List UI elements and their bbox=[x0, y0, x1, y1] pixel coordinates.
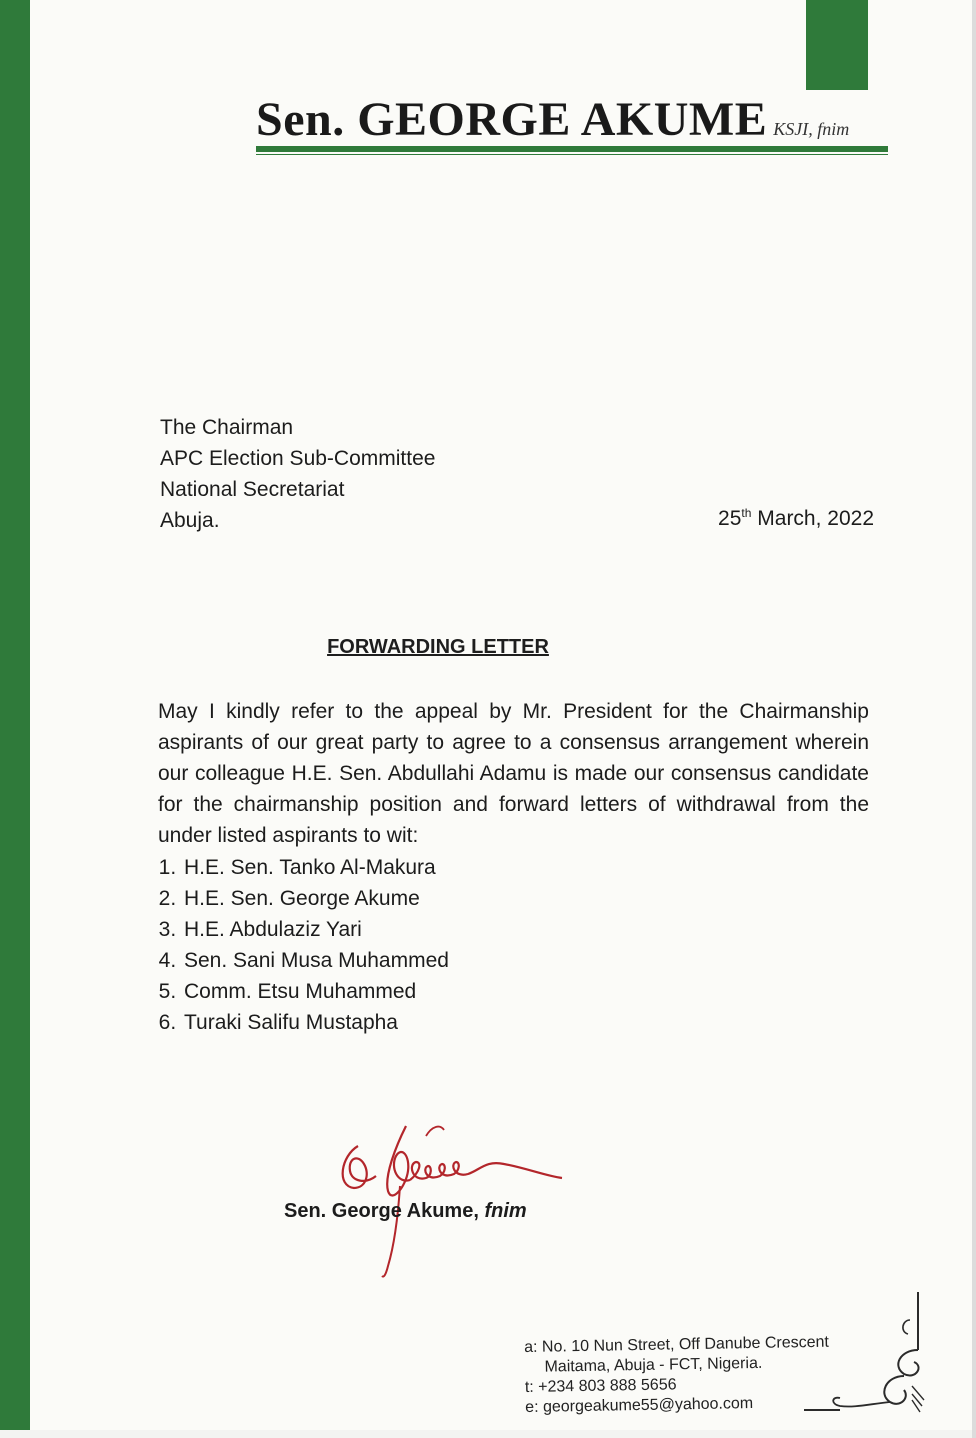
addressee-line: APC Election Sub-Committee bbox=[160, 447, 436, 470]
letterhead bbox=[256, 92, 888, 147]
aspirants-list bbox=[130, 852, 449, 1038]
signatory-title: fnim bbox=[484, 1200, 527, 1222]
footer-address-line1: a: No. 10 Nun Street, Off Danube Crescent bbox=[524, 1333, 830, 1356]
letter-date bbox=[718, 506, 874, 531]
letterhead-rule-thin bbox=[256, 154, 888, 155]
left-green-bar bbox=[0, 0, 30, 1430]
page-edge bbox=[972, 0, 976, 1438]
list-item: 1. H.E. Sen. Tanko Al-Makura bbox=[182, 852, 449, 883]
signatory bbox=[284, 1200, 527, 1223]
list-item: 6. Turaki Salifu Mustapha bbox=[182, 1007, 449, 1038]
list-item: 4. Sen. Sani Musa Muhammed bbox=[182, 945, 449, 976]
list-item: 2. H.E. Sen. George Akume bbox=[182, 883, 449, 914]
letterhead-honors: KSJI, fnim bbox=[773, 119, 850, 139]
date-suffix: th bbox=[741, 506, 752, 520]
addressee-block bbox=[160, 412, 435, 536]
list-item: 5. Comm. Etsu Muhammed bbox=[182, 976, 449, 1007]
addressee-line: Abuja. bbox=[160, 509, 220, 532]
top-green-block bbox=[806, 0, 868, 90]
contact-footer bbox=[524, 1333, 830, 1418]
addressee-line: The Chairman bbox=[160, 416, 294, 439]
list-item: 3. H.E. Abdulaziz Yari bbox=[182, 914, 449, 945]
date-rest: March, 2022 bbox=[757, 507, 874, 530]
letter-body: May I kindly refer to the appeal by Mr. President for the Chairmanship aspirants of our great party to agree to a consensus arrangement wherein our colleague H.E. Sen. Abdullahi Adamu is made our consensus candidate for the chairmanship position and forward letters of withdrawal from the under listed aspirants to wit: bbox=[158, 700, 869, 847]
footer-email: e: georgeakume55@yahoo.com bbox=[525, 1395, 754, 1416]
footer-address-line2: Maitama, Abuja - FCT, Nigeria. bbox=[544, 1354, 763, 1376]
letterhead-rule bbox=[256, 146, 888, 152]
letterhead-name: Sen. GEORGE AKUME bbox=[256, 93, 768, 146]
signatory-name: Sen. George Akume, bbox=[284, 1200, 479, 1222]
addressee-line: National Secretariat bbox=[160, 478, 345, 501]
letter-subject: FORWARDING LETTER bbox=[327, 636, 549, 658]
footer-phone: t: +234 803 888 5656 bbox=[524, 1376, 677, 1396]
date-day: 25 bbox=[718, 507, 742, 530]
ornament-flourish-icon bbox=[800, 1290, 930, 1420]
